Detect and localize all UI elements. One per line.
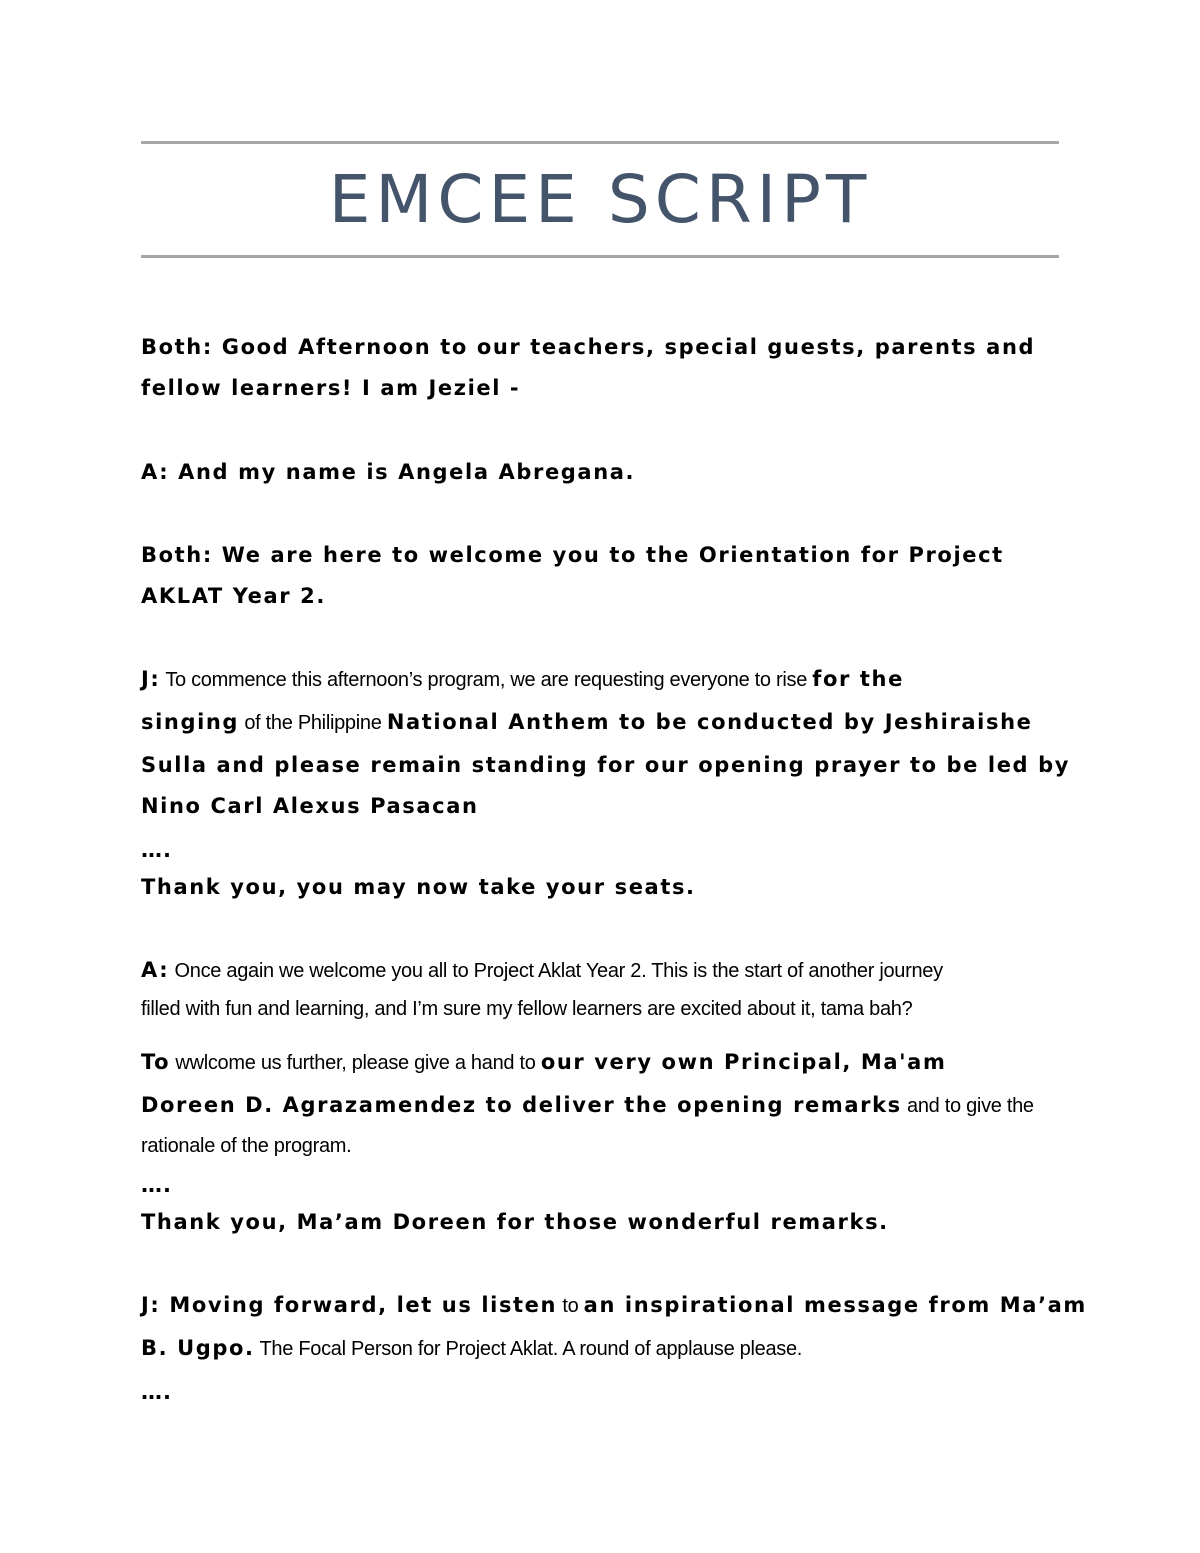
ellipsis-pause: …. xyxy=(141,838,172,862)
paragraph-welcome-again xyxy=(141,952,1071,1028)
paragraph-anthem-prayer xyxy=(141,659,1071,826)
paragraph-inspirational-message xyxy=(141,1285,1087,1371)
paragraph-line xyxy=(141,1042,1071,1085)
text-run: for the xyxy=(812,667,904,691)
paragraph-line xyxy=(141,659,1071,702)
text-run: J: Moving forward, let us listen xyxy=(141,1293,558,1317)
paragraph-line: Thank you, Ma’am Doreen for those wonderful remarks. xyxy=(141,1210,889,1234)
text-run: Doreen D. Agrazamendez to deliver the opening remarks xyxy=(141,1093,902,1117)
text-run: The Focal Person for Project Aklat. A round of applause please. xyxy=(254,1338,803,1360)
paragraph-line: Nino Carl Alexus Pasacan xyxy=(141,794,479,818)
text-run: To commence this afternoon’s program, we are requesting everyone to rise xyxy=(160,669,813,691)
ellipsis-pause: …. xyxy=(141,1380,172,1404)
document-title: EMCEE SCRIPT xyxy=(328,161,872,238)
paragraph-line: fellow learners! I am Jeziel - xyxy=(141,376,521,400)
speaker-label: J: xyxy=(141,667,161,691)
paragraph-line: AKLAT Year 2. xyxy=(141,584,326,608)
text-run: wwlcome us further, please give a hand to xyxy=(170,1052,541,1074)
paragraph-line: Both: Good Afternoon to our teachers, special guests, parents and xyxy=(141,335,1036,359)
title-top-rule xyxy=(141,141,1059,144)
text-run: To xyxy=(141,1050,171,1074)
paragraph-line xyxy=(141,702,1071,745)
text-run: singing xyxy=(141,710,240,734)
text-run: B. Ugpo. xyxy=(141,1336,255,1360)
paragraph-line: Both: We are here to welcome you to the Orientation for Project xyxy=(141,543,1004,567)
paragraph-line: Thank you, you may now take your seats. xyxy=(141,875,696,899)
paragraph-line: rationale of the program. xyxy=(141,1135,352,1157)
ellipsis-pause: …. xyxy=(141,1173,172,1197)
title-bottom-rule xyxy=(141,255,1059,258)
speaker-label: A: xyxy=(141,958,170,982)
text-run: Once again we welcome you all to Project Aklat Year 2. This is the start of another journey xyxy=(169,960,943,982)
paragraph-angela-intro xyxy=(141,452,1071,493)
text-run: our very own Principal, Ma'am xyxy=(540,1050,947,1074)
paragraph-thank-doreen xyxy=(141,1202,1071,1243)
paragraph-line xyxy=(141,952,1071,991)
text-run: an inspirational message from Ma’am xyxy=(583,1293,1087,1317)
paragraph-line: filled with fun and learning, and I’m sure my fellow learners are excited about it, tama bah? xyxy=(141,998,913,1020)
paragraph-line: A: And my name is Angela Abregana. xyxy=(141,460,636,484)
paragraph-line xyxy=(141,1285,1087,1328)
paragraph-line: Sulla and please remain standing for our opening prayer to be led by xyxy=(141,753,1071,777)
text-run: to xyxy=(557,1295,584,1317)
text-run: and to give the xyxy=(901,1095,1034,1117)
paragraph-line xyxy=(141,1328,1071,1371)
paragraph-principal-remarks xyxy=(141,1042,1071,1164)
text-run: of the Philippine xyxy=(239,712,387,734)
paragraph-take-seats xyxy=(141,867,1071,908)
paragraph-both-greeting xyxy=(141,327,1071,409)
paragraph-both-welcome xyxy=(141,535,1071,617)
text-run: National Anthem to be conducted by Jeshiraishe xyxy=(386,710,1033,734)
paragraph-line xyxy=(141,1085,1071,1128)
